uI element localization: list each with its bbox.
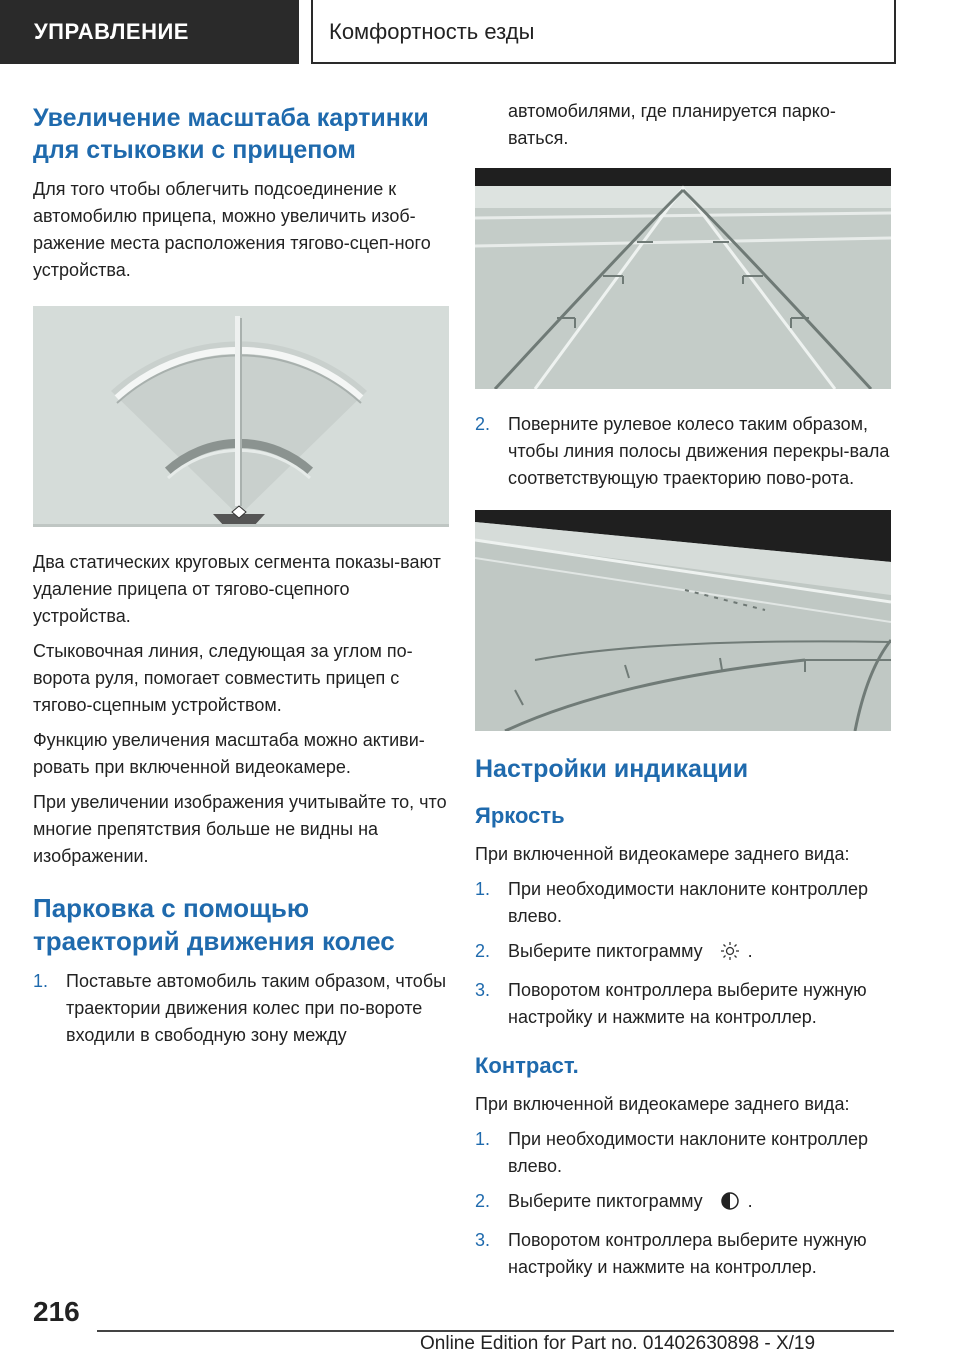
brightness-steps (475, 876, 891, 1031)
heading-display-settings: Настройки индикации (475, 755, 749, 783)
contrast-steps (475, 1126, 891, 1281)
parking-steps (33, 968, 449, 1049)
step-number: 1. (475, 1129, 491, 1149)
step-number: 2. (475, 941, 491, 961)
hitch-zoom-image (33, 306, 449, 527)
right-column (475, 98, 891, 1291)
step-text: Поворотом контроллера выберите нужную настройку и нажмите на контроллер. (508, 1230, 867, 1277)
step-number: 2. (475, 414, 491, 434)
paragraph-obstacles: При увеличении изображения учитывайте то, что многие препятствия больше не видны на изображении. (33, 792, 447, 866)
figure-lane-overlap (475, 510, 891, 731)
step-text: Выберите пиктограмму (508, 1191, 703, 1211)
list-item (475, 977, 891, 1031)
contrast-icon (720, 1191, 740, 1219)
list-item (475, 1188, 891, 1219)
figure-hitch-zoom (33, 306, 449, 527)
list-item (475, 411, 891, 492)
step-text: Выберите пиктограмму (508, 941, 703, 961)
contrast-intro: При включенной видеокамере заднего вида: (475, 1094, 850, 1114)
parking-steps-continued (475, 411, 891, 492)
wheel-paths-image (475, 168, 891, 389)
lane-overlap-image (475, 510, 891, 731)
heading-parking: Парковка с помощью траекторий движения колес (33, 893, 395, 956)
figure-wheel-paths (475, 168, 891, 389)
left-column (33, 102, 449, 1059)
step-text: Поворотом контроллера выберите нужную настройку и нажмите на контроллер. (508, 980, 867, 1027)
step-number: 1. (475, 879, 491, 899)
list-item (475, 876, 891, 930)
brightness-icon (720, 941, 740, 969)
step-text: Поверните рулевое колесо таким образом, чтобы линия полосы движения перекры-вала соответствующую траекторию пово-рота. (508, 414, 890, 488)
footer-divider (97, 1330, 894, 1332)
footer-edition: Online Edition for Part no. 01402630898 - X/19 (420, 1333, 816, 1354)
list-item (475, 1126, 891, 1180)
paragraph-segments: Два статических круговых сегмента показы-вают удаление прицепа от тягово-сцепного устройства. (33, 552, 441, 626)
list-item (475, 938, 891, 969)
section-tab: УПРАВЛЕНИЕ (0, 0, 299, 64)
chapter-title: Комфортность езды (311, 0, 896, 64)
paragraph-activate-zoom: Функцию увеличения масштаба можно активи-ровать при включенной видеокамере. (33, 730, 425, 777)
step-number: 2. (475, 1191, 491, 1211)
paragraph-zoom-intro: Для того чтобы облегчить подсоединение к автомобилю прицепа, можно увеличить изоб-ражение места расположения тягово-сцеп-ного устройства. (33, 179, 431, 280)
list-item (475, 1227, 891, 1281)
list-item (33, 968, 449, 1049)
heading-zoom: Увеличение масштаба картинки для стыковки с прицепом (33, 104, 429, 164)
step-tail: . (747, 1191, 753, 1211)
step1-continuation: автомобилями, где планируется парко-ваться. (508, 101, 836, 148)
step-text: Поставьте автомобиль таким образом, чтобы траектории движения колес при по-вороте входили в свободную зону между (66, 971, 447, 1045)
page-number: 216 (33, 1296, 80, 1327)
heading-contrast: Контраст. (475, 1053, 579, 1078)
step-text: При необходимости наклоните контроллер влево. (508, 1129, 869, 1176)
brightness-intro: При включенной видеокамере заднего вида: (475, 844, 850, 864)
step-text: При необходимости наклоните контроллер влево. (508, 879, 869, 926)
step-number: 3. (475, 980, 491, 1000)
heading-brightness: Яркость (475, 803, 565, 828)
step-number: 3. (475, 1230, 491, 1250)
step-number: 1. (33, 971, 49, 991)
step-tail: . (747, 941, 753, 961)
paragraph-docking-line: Стыковочная линия, следующая за углом по-ворота руля, помогает совместить прицеп с тягово-сцепным устройством. (33, 641, 413, 715)
